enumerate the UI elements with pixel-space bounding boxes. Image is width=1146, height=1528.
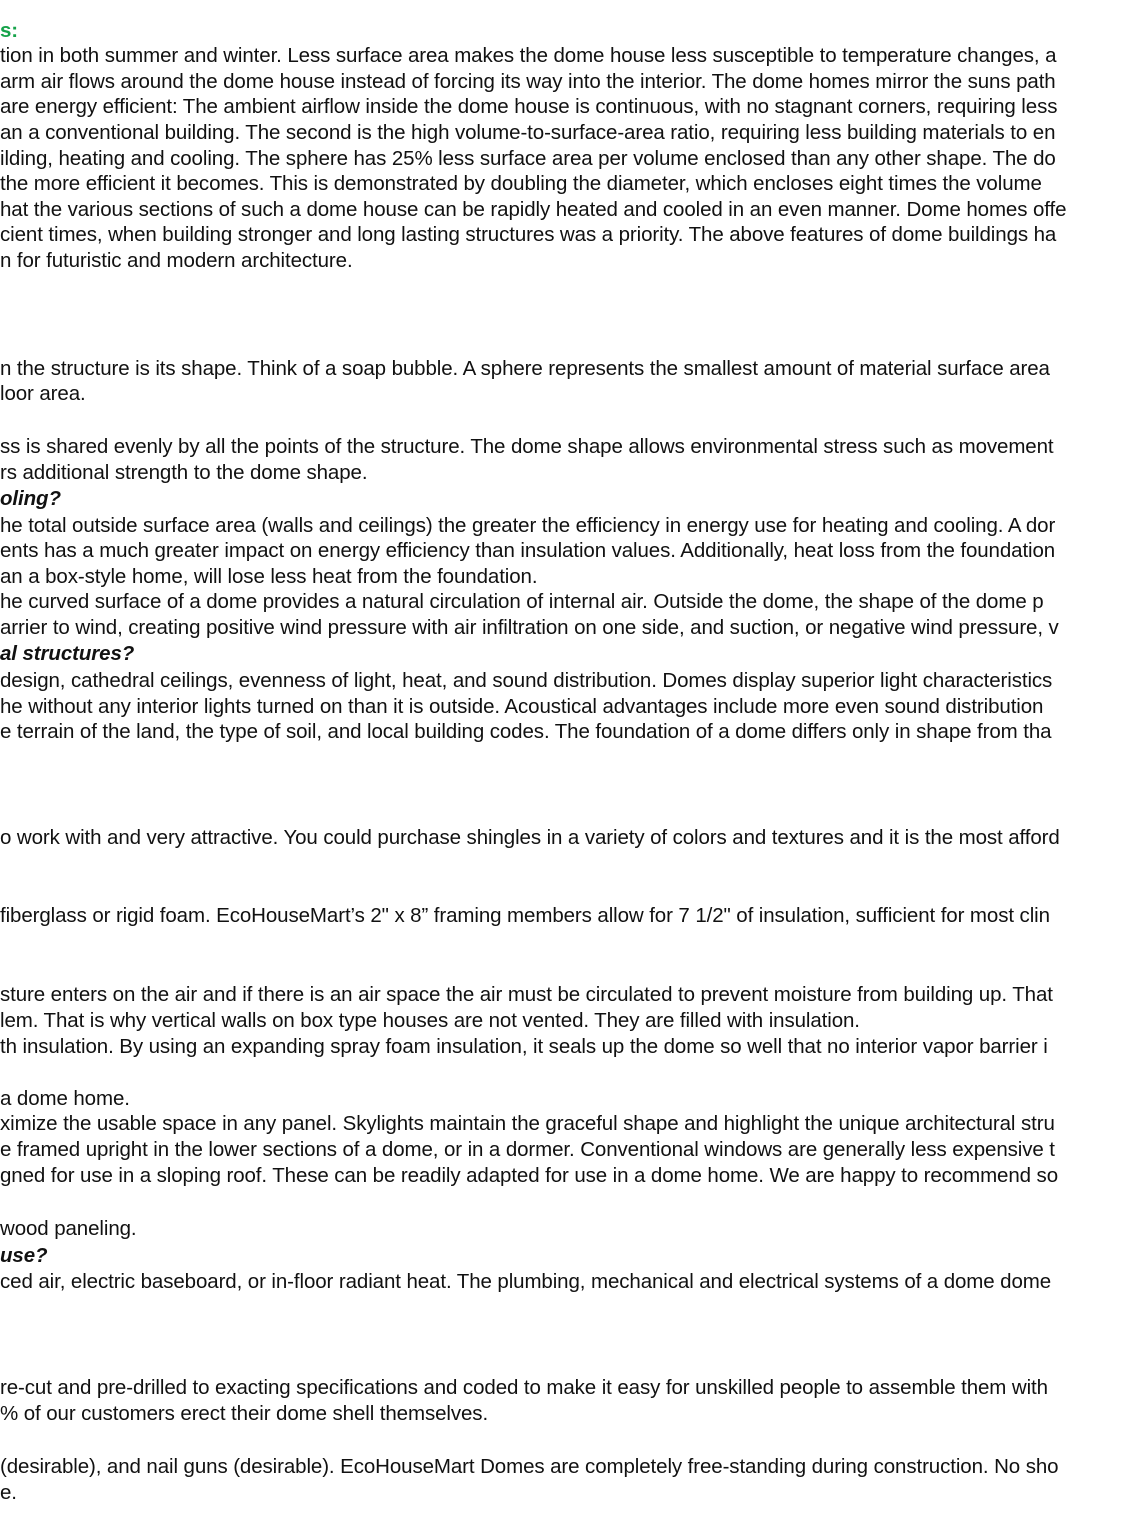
text-line: sture enters on the air and if there is an air space the air must be circulated to prevent moisture from building up. That: [0, 983, 1053, 1006]
section-heading: s:: [0, 19, 19, 42]
text-line: hat the various sections of such a dome house can be rapidly heated and cooled in an even manner. Dome homes offe: [0, 198, 1067, 221]
text-line: a dome home.: [0, 1087, 130, 1110]
text-line: fiberglass or rigid foam. EcoHouseMart’s 2" x 8” framing members allow for 7 1/2" of insulation, sufficient for most clin: [0, 904, 1050, 927]
text-line: ents has a much greater impact on energy efficiency than insulation values. Additionally, heat loss from the foundation: [0, 539, 1056, 562]
text-line: an a conventional building. The second is the high volume-to-surface-area ratio, requiring less building materials to en: [0, 121, 1056, 144]
text-line: ss is shared evenly by all the points of the structure. The dome shape allows environmental stress such as movement: [0, 435, 1054, 458]
text-line: wood paneling.: [0, 1217, 137, 1240]
text-line: cient times, when building stronger and long lasting structures was a priority. The above features of dome buildings ha: [0, 223, 1057, 246]
text-line: loor area.: [0, 382, 86, 405]
text-line: rs additional strength to the dome shape.: [0, 461, 368, 484]
text-line: th insulation. By using an expanding spray foam insulation, it seals up the dome so well that no interior vapor barrier i: [0, 1035, 1048, 1058]
text-line: the more efficient it becomes. This is demonstrated by doubling the diameter, which encloses eight times the volume: [0, 172, 1042, 195]
text-line: n for futuristic and modern architecture.: [0, 249, 353, 272]
text-line: o work with and very attractive. You could purchase shingles in a variety of colors and textures and it is the most afford: [0, 826, 1060, 849]
text-line: e.: [0, 1481, 17, 1504]
faq-question: oling?: [0, 487, 61, 510]
text-line: tion in both summer and winter. Less surface area makes the dome house less susceptible to temperature changes, a: [0, 44, 1057, 67]
text-line: are energy efficient: The ambient airflow inside the dome house is continuous, with no stagnant corners, requiring less: [0, 95, 1058, 118]
text-line: n the structure is its shape. Think of a soap bubble. A sphere represents the smallest amount of material surface area: [0, 357, 1050, 380]
text-line: ilding, heating and cooling. The sphere has 25% less surface area per volume enclosed than any other shape. The do: [0, 147, 1056, 170]
text-line: arm air flows around the dome house instead of forcing its way into the interior. The dome homes mirror the suns path: [0, 70, 1056, 93]
text-line: (desirable), and nail guns (desirable). EcoHouseMart Domes are completely free-standing during construction. No sho: [0, 1455, 1059, 1478]
text-line: he without any interior lights turned on than it is outside. Acoustical advantages include more even sound distribution: [0, 695, 1044, 718]
text-line: lem. That is why vertical walls on box type houses are not vented. They are filled with insulation.: [0, 1009, 860, 1032]
text-line: an a box-style home, will lose less heat from the foundation.: [0, 565, 538, 588]
text-line: gned for use in a sloping roof. These can be readily adapted for use in a dome home. We are happy to recommend so: [0, 1164, 1059, 1187]
faq-question: use?: [0, 1244, 48, 1267]
text-line: ced air, electric baseboard, or in-floor radiant heat. The plumbing, mechanical and electrical systems of a dome dome: [0, 1270, 1052, 1293]
faq-question: al structures?: [0, 642, 135, 665]
text-line: ximize the usable space in any panel. Skylights maintain the graceful shape and highlight the unique architectural stru: [0, 1112, 1055, 1135]
text-line: design, cathedral ceilings, evenness of light, heat, and sound distribution. Domes display superior light characteristics: [0, 669, 1053, 692]
text-line: % of our customers erect their dome shell themselves.: [0, 1402, 489, 1425]
text-line: re-cut and pre-drilled to exacting specifications and coded to make it easy for unskilled people to assemble them with: [0, 1376, 1048, 1399]
text-line: he total outside surface area (walls and ceilings) the greater the efficiency in energy use for heating and cooling. A dor: [0, 514, 1056, 537]
text-line: e framed upright in the lower sections of a dome, or in a dormer. Conventional windows are generally less expensive t: [0, 1138, 1055, 1161]
text-line: arrier to wind, creating positive wind pressure with air infiltration on one side, and suction, or negative wind pressure, v: [0, 616, 1059, 639]
text-line: he curved surface of a dome provides a natural circulation of internal air. Outside the dome, the shape of the dome p: [0, 590, 1044, 613]
text-line: e terrain of the land, the type of soil, and local building codes. The foundation of a dome differs only in shape from tha: [0, 720, 1052, 743]
